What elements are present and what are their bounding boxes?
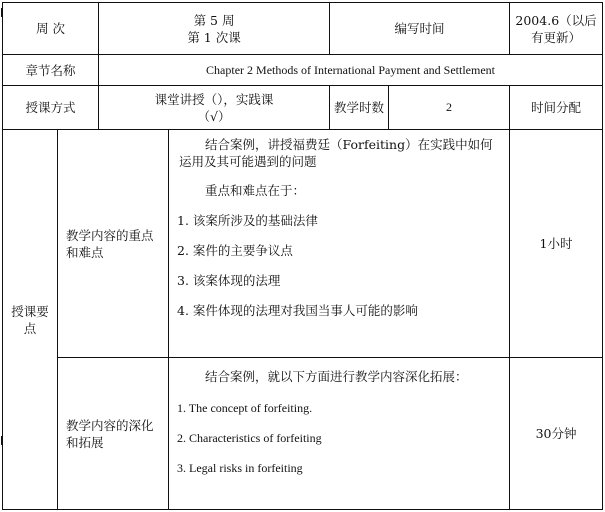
section-time: 1小时 — [510, 130, 603, 358]
list-item: 2. Characteristics of forfeiting — [177, 431, 322, 445]
chapter-row — [3, 55, 603, 86]
week-number: 第 5 周 — [193, 12, 235, 28]
section-title: 教学内容的重点和难点 — [58, 130, 169, 358]
teaching-method-line1: 课堂讲授（），实践课 — [154, 91, 274, 107]
section-content — [169, 358, 510, 510]
list-item: 3. Legal risks in forfeiting — [177, 461, 303, 475]
header-row — [3, 3, 603, 55]
syllabus-table — [2, 2, 603, 510]
teaching-method-line2: （√） — [197, 108, 231, 124]
key-points-row-1 — [3, 130, 603, 358]
section-intro: 结合案例，讲授福费廷（Forfeiting）在实践中如何运用及其可能遇到的问题 — [179, 137, 493, 169]
section-intro: 结合案例，就以下方面进行教学内容深化拓展： — [205, 369, 468, 384]
section-time: 30分钟 — [510, 358, 603, 510]
compile-time-value: 2004.6（以后有更新） — [510, 3, 603, 55]
chapter-label: 章节名称 — [3, 55, 99, 86]
list-item: 4. 案件体现的法理对我国当事人可能的影响 — [177, 303, 418, 318]
teaching-method-value — [99, 86, 330, 130]
teaching-hours-value: 2 — [389, 86, 510, 130]
section-title: 教学内容的深化和拓展 — [58, 358, 169, 510]
list-item: 3. 该案体现的法理 — [177, 273, 281, 288]
list-item: 1. 该案所涉及的基础法律 — [177, 213, 318, 228]
lesson-number: 第 1 次课 — [187, 29, 241, 45]
teaching-method-label: 授课方式 — [3, 86, 99, 130]
time-allocation-label: 时间分配 — [510, 86, 603, 130]
list-item: 2. 案件的主要争议点 — [177, 243, 293, 258]
margin-mark — [1, 436, 5, 445]
teaching-row — [3, 86, 603, 130]
key-points-label: 授课要点 — [3, 130, 58, 510]
margin-mark — [1, 8, 5, 17]
section-content — [169, 130, 510, 358]
week-label: 周 次 — [3, 3, 99, 55]
list-item: 1. The concept of forfeiting. — [177, 401, 313, 415]
teaching-hours-label: 教学时数 — [330, 86, 389, 130]
key-points-row-2 — [3, 358, 603, 510]
week-value — [99, 3, 330, 55]
chapter-title: Chapter 2 Methods of International Payment and Settlement — [99, 55, 603, 86]
section-subintro: 重点和难点在于： — [205, 183, 306, 198]
compile-time-label: 编写时间 — [330, 3, 510, 55]
